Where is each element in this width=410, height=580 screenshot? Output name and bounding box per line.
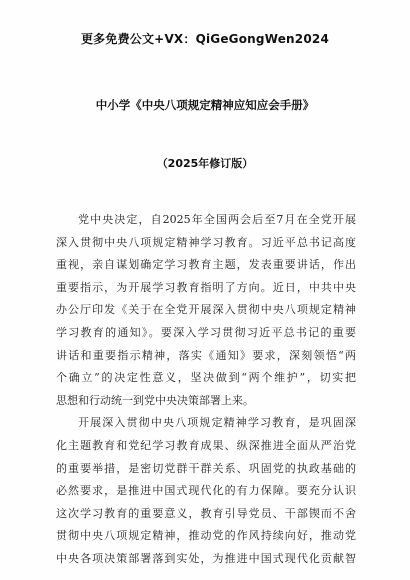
text-line: 党中央决定，自2025年全国两会后至7月在全党开展 <box>78 213 356 226</box>
document-edition: （2025年修订版） <box>156 157 254 170</box>
text-line: 个确立”的决定性意义，坚决做到“两个维护”，切实把 <box>56 371 356 385</box>
promo-header: 更多免费公文+VX：QiGeGongWen2024 <box>80 32 329 46</box>
text-line: 办公厅印发《关于在全党开展深入贯彻中央八项规定精神 <box>56 303 356 317</box>
document-title: 中小学《中央八项规定精神应知应会手册》 <box>95 98 315 112</box>
text-line: 重要指示，为开展学习教育指明了方向。近日，中共中央 <box>56 280 356 294</box>
text-line: 化主题教育和党纪学习教育成果、纵深推进全面从严治党 <box>56 438 356 452</box>
text-line: 开展深入贯彻中央八项规定精神学习教育，是巩固深 <box>78 416 356 430</box>
document-body <box>56 209 356 571</box>
paragraph-2 <box>56 412 356 570</box>
text-line: 深入贯彻中央八项规定精神学习教育。习近平总书记高度 <box>56 235 356 249</box>
text-line: 重视，亲自谋划确定学习教育主题，发表重要讲话，作出 <box>56 258 356 272</box>
text-line: 这次学习教育的重要意义，教育引导党员、干部锲而不舍 <box>56 506 356 520</box>
text-line: 贯彻中央八项规定精神，推动党的作风持续向好，推动党 <box>56 529 356 543</box>
text-line: 思想和行动统一到党中央决策部署上来。 <box>56 393 254 407</box>
text-line: 中央各项决策部署落到实处，为推进中国式现代化贡献智 <box>56 551 356 565</box>
text-line: 必然要求，是推进中国式现代化的有力保障。要充分认识 <box>56 484 356 498</box>
text-line: 讲话和重要指示精神，落实《通知》要求，深刻领悟“两 <box>56 348 356 362</box>
paragraph-1 <box>56 209 356 412</box>
text-line: 学习教育的通知》。要深入学习贯彻习近平总书记的重要 <box>56 325 356 339</box>
text-line: 的重要举措，是密切党群干群关系、巩固党的执政基础的 <box>56 461 356 475</box>
